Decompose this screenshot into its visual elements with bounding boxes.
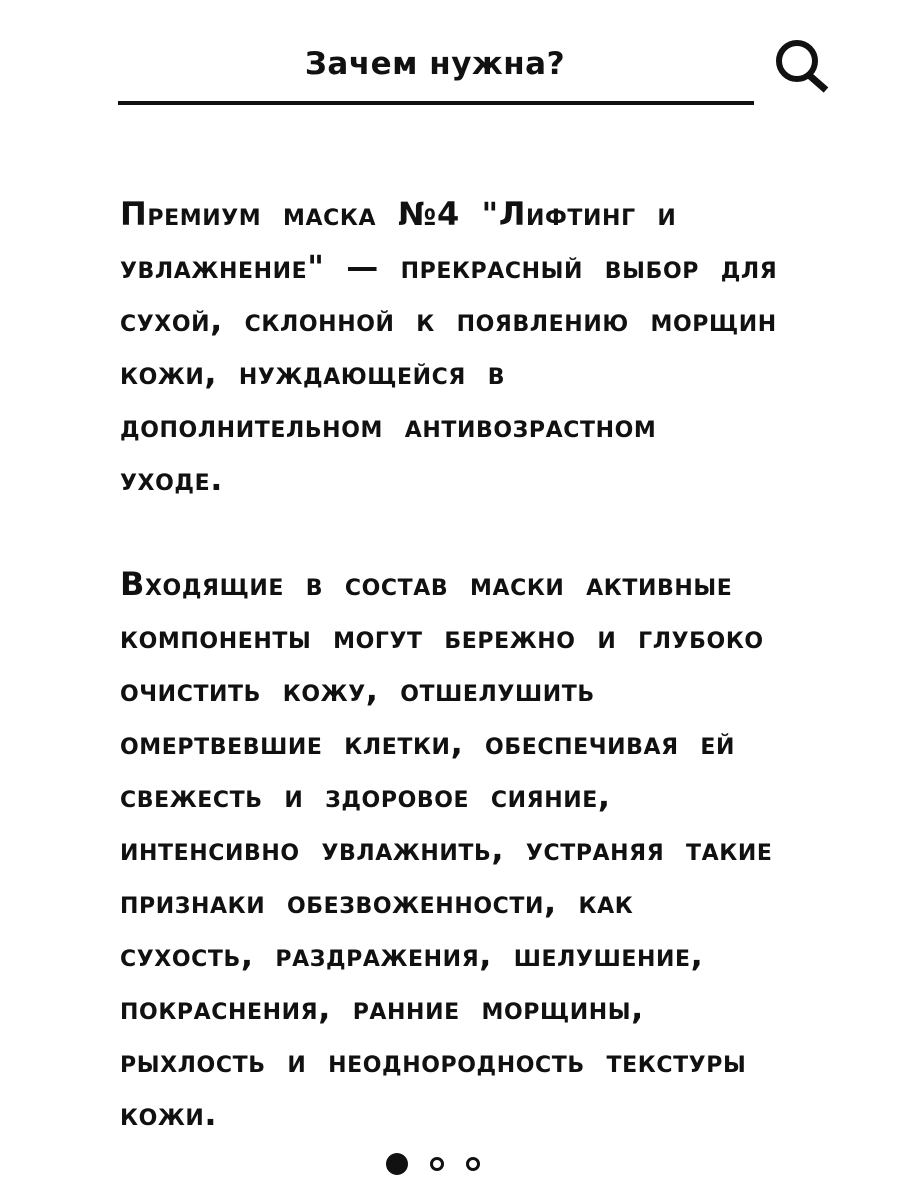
paragraph-intro: Премиум маска №4 "Лифтинг и увлажнение" — прекрасный выбор для сухой, склонной к появлению морщин кожи, нуждающейся в дополнительном антивозрастном уходе. [120,195,778,498]
pagination-dot-2[interactable] [430,1157,444,1171]
pagination-dot-1[interactable] [386,1153,408,1175]
pagination-dots [386,1152,480,1176]
pagination-dot-3[interactable] [466,1157,480,1171]
paragraph-components: Входящие в состав маски активные компоненты могут бережно и глубоко очистить кожу, отшелушить омертвевшие клетки, обеспечивая ей свежесть и здоровое сияние, интенсивно увлажнить, устраняя такие признаки обезвоженности, как сухость, раздражения, шелушение, покраснения, ранние морщины, рыхлость и неоднородность текстуры кожи. [120,565,773,1133]
title-underline [118,101,754,105]
header [0,0,900,120]
search-button[interactable] [772,36,836,100]
search-icon [772,36,836,100]
description-text [120,188,780,1141]
page-title: Зачем нужна? [304,46,566,82]
